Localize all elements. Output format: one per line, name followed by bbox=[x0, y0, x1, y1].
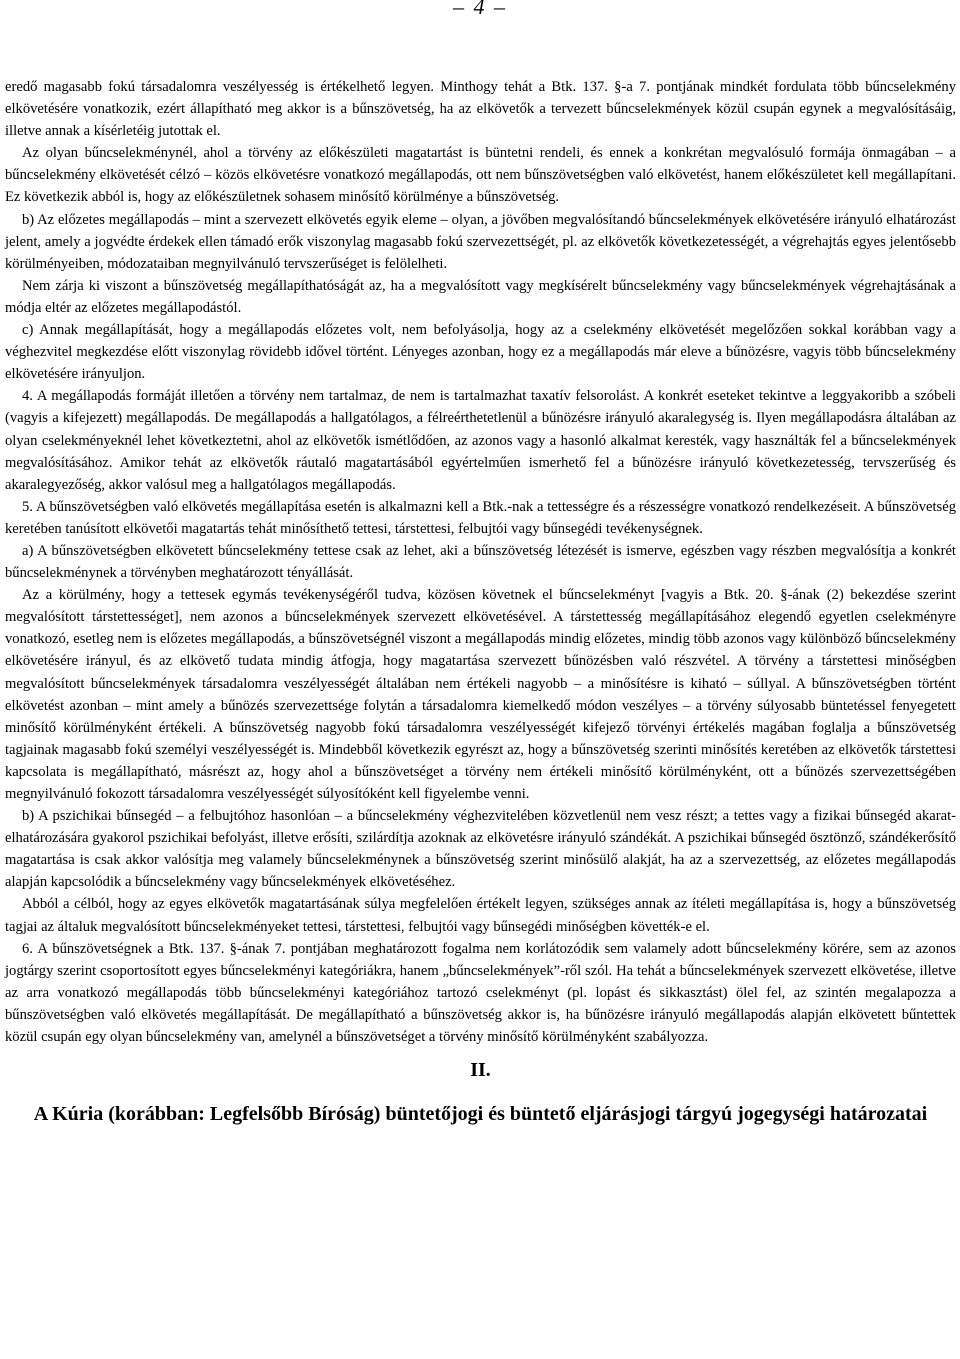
paragraph: Az olyan bűncselekménynél, ahol a törvény az előkészületi magatartást is büntetni rendeli, és ennek a konkrétan megvalósuló formája önmagában – a bűncselekmény elkövetését célzó – közös elkövetésre vonatkozó megállapodás, ott nem bűnszövetségben való elkövetést, hanem előkészületet kell megállapítani. Ez következik abból is, hogy az előkészületnek sohasem minősítő körülménye a bűnszövetség. bbox=[5, 145, 956, 206]
paragraph: 5. A bűnszövetségben való elkövetés megállapítása esetén is alkalmazni kell a Btk.-nak a tettességre és a részességre vonatkozó rendelkezéseit. A bűnszövetség keretében tanúsított elkövetői magatartás tehát minősíthető tettesi, társtettesi, felbujtói vagy bűnsegédi tevékenységnek. bbox=[5, 498, 956, 537]
paragraph: b) Az előzetes megállapodás – mint a szervezett elkövetés egyik eleme – olyan, a jövőben megvalósítandó bűncselekmények elkövetésére irányuló elhatározást jelent, amely a jogvédte érdekek ellen támadó erők viszonylag magasabb fokú szervezettségét, pl. az elkövetők következetességét, a végrehajtás egyes jelentősebb körülményeiben, módozataiban megnyilvánuló tervszerűséget is felölelheti. bbox=[5, 211, 956, 272]
document-body bbox=[5, 76, 956, 1126]
paragraph: Nem zárja ki viszont a bűnszövetség megállapíthatóságát az, ha a megvalósított vagy megkísérelt bűncselekmény vagy bűncselekmények végrehajtásának a módja eltér az előzetes megállapodástól. bbox=[5, 277, 956, 316]
page-number: – 4 – bbox=[453, 0, 507, 19]
paragraph: b) A pszichikai bűnsegéd – a felbujtóhoz hasonlóan – a bűncselekmény véghezvitelében közvetlenül nem vesz részt; a tettes vagy a fizikai bűnsegéd akarat-elhatározására gyakorol pszichikai befolyást, illetve erősíti, szilárdítja azoknak az elkövetésre irányuló szándékát. A pszichikai bűnsegéd ösztönző, szándékerősítő magatartása is csak akkor valósítja meg valamely bűncselekménynek a bűnszövetség szerint minősülő alakját, ha az a szervezettség, az előzetes megállapodás alapján kapcsolódik a bűncselekmény vagy bűncselekmények elkövetéséhez. bbox=[5, 808, 956, 891]
paragraph: Abból a célból, hogy az egyes elkövetők magatartásának súlya megfelelően értékelt legyen, szükséges annak az ítéleti megállapítása is, hogy a bűnszövetség tagjai az általuk megvalósított bűncselekményeket tettesi, társtettesi, felbujtói vagy bűnsegédi minőségben követték-e el. bbox=[5, 896, 956, 935]
paragraph: eredő magasabb fokú társadalomra veszélyesség is értékelhető legyen. Minthogy tehát a Btk. 137. §-a 7. pontjának mindkét fordulata több bűncselekmény elkövetésére vonatkozik, ezért állapítható meg akkor is a bűnszövetség, ha az elkövetők a tervezett bűncselekmények közül csupán egynek a megvalósításáig, illetve annak a kísérletéig jutottak el. bbox=[5, 79, 956, 140]
paragraph: 6. A bűnszövetségnek a Btk. 137. §-ának 7. pontjában meghatározott fogalma nem korlátozódik sem valamely adott bűncselekmény körére, sem az azonos jogtárgy szerint csoportosított egyes bűncselekményi kategóriákra, hanem „bűncselekmények”-ről szól. Ha tehát a bűncselekmények szervezett elkövetése, illetve az arra vonatkozó megállapodás több bűncselekményi kategóriához tartozó cselekményt (pl. lopást és sikkasztást) ölel fel, az szintén megalapozza a bűnszövetségben való elkövetés megállapítását. De megállapítható a bűnszövetség akkor is, ha bűnözésre irányuló megállapodás alapján elkövetett bűntettek közül csupán egy olyan bűncselekmény van, amelynél a bűnszövetséget a törvény minősítő körülményként szabályozza. bbox=[5, 940, 956, 1046]
paragraph: c) Annak megállapítását, hogy a megállapodás előzetes volt, nem befolyásolja, hogy az a cselekmény elkövetését megelőzően sokkal korábban vagy a véghezvitel megkezdése előtt viszonylag rövidebb idővel történt. Lényeges azonban, hogy ez a megállapodás már eleve a bűnözésre, vagyis több bűncselekmény elkövetésére irányuljon. bbox=[5, 322, 956, 383]
section-number: II. bbox=[470, 1059, 491, 1082]
paragraph: a) A bűnszövetségben elkövetett bűncselekmény tettese csak az lehet, aki a bűnszövetség létezését is ismerve, egészben vagy részben megvalósítja a konkrét bűncselekménynek a törvényben meghatározott tényállását. bbox=[5, 542, 956, 582]
paragraph: 4. A megállapodás formáját illetően a törvény nem tartalmaz, de nem is tartalmazhat taxatív felsorolást. A konkrét eseteket tekintve a leggyakoribb a szóbeli (vagyis a kifejezett) megállapodás. De megállapodás a hallgatólagos, a félreérthetetlenül a bűnözésre irányuló akaralegység is. Ilyen megállapodásra általában az olyan cselekményeknél lehet következtetni, ahol az elkövetők ismétlődően, az azonos vagy a hasonló alkalmat keresték, vagy használták fel a bűncselekmények megvalósításához. Amikor tehát az elkövetők ráutaló magatartásából egyértelműen ismerhető fel a bűnözésre irányuló következetesség, tervszerűség és akaralegyezőség, akkor valósul meg a hallgatólagos megállapodás. bbox=[5, 388, 956, 493]
paragraph: Az a körülmény, hogy a tettesek egymás tevékenységéről tudva, közösen követnek el bűncselekményt [vagyis a Btk. 20. §-ának (2) bekezdése szerint megvalósított társtettességet], nem azonos a bűncselekmények szervezett elkövetésével. A társtettesség megállapításához elegendő egyetlen cselekményre vonatkozó, esetleg nem is előzetes megállapodás, a bűnszövetségnél viszont a megállapodás mindig előzetes, mindig több azonos vagy különböző bűncselekmény elkövetésére irányul, és az elkövető tudata mindig átfogja, hogy magatartása szervezett bűnözésben való részvétel. A törvény a társtettesi minőségben megvalósított bűncselekmények társadalomra veszélyességét általában nem értékeli nagyobb – a minősítésre is kiható – súllyal. A bűnszövetségben történt elkövetést azonban – mint amely a bűnözés szervezettsége folytán a társadalomra kiemelkedő módon veszélyes – a törvény súlyosabb büntetéssel fenyegetett minősítő körülményként értékeli. A bűnszövetség nagyobb fokú társadalomra veszélyességét kifejező törvényi értékelés magában foglalja a bűnszövetség tagjainak magasabb fokú személyi veszélyességét is. Mindebből következik egyrészt az, hogy a bűnszövetség szerinti minősítés keretében az elkövetők társtettesi kapcsolata is megállapítható, másrészt az, hogy ahol a bűnszövetséget a törvény nem értékeli minősítő körülményként, ott a bűnözés szervezettségében megnyilvánuló fokozott társadalomra veszélyességét súlyosítóként kell figyelembe venni. bbox=[5, 587, 956, 802]
section-title: A Kúria (korábban: Legfelsőbb Bíróság) büntetőjogi és büntető eljárásjogi tárgyú jogegységi határozatai bbox=[33, 1103, 928, 1126]
